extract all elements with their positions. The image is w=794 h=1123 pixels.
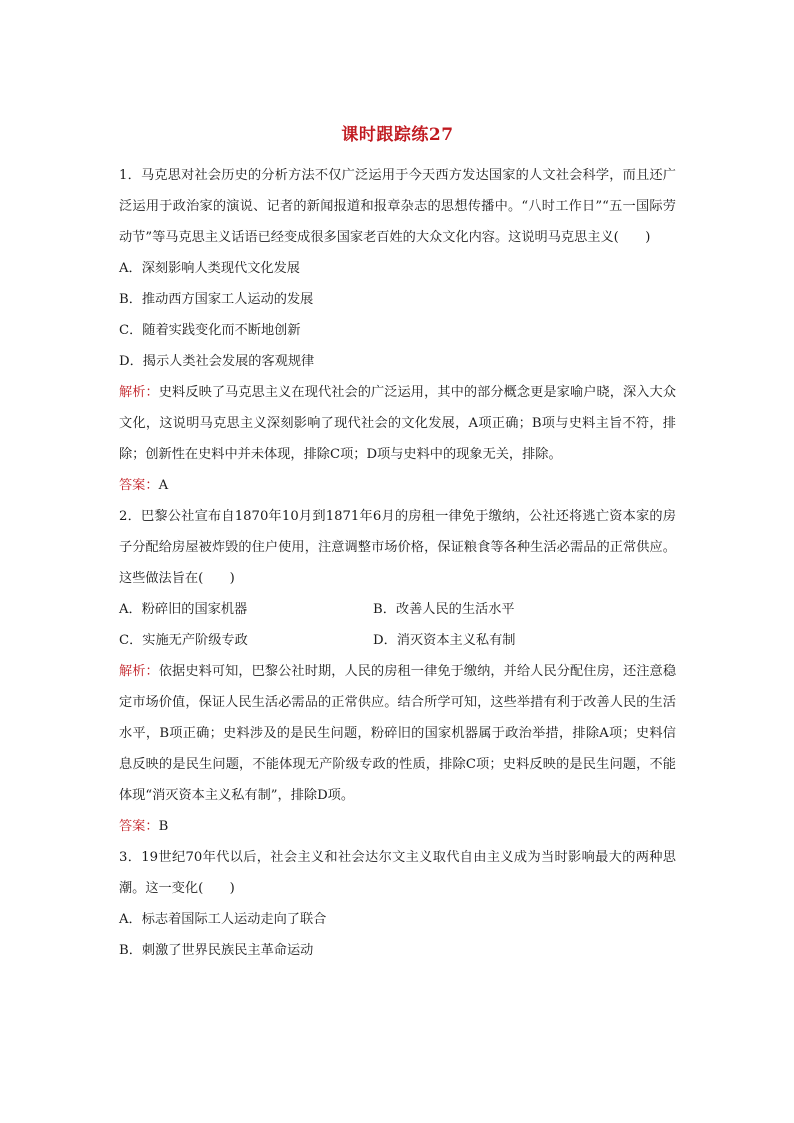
question-2 xyxy=(119,501,676,842)
question-1-option-a: A．深刻影响人类现代文化发展 xyxy=(119,261,300,276)
answer-label: 答案： xyxy=(119,478,159,493)
question-2-options-row-1 xyxy=(119,594,676,625)
document-page xyxy=(119,122,676,966)
question-2-option-a: A．粉碎旧的国家机器 xyxy=(119,602,248,617)
question-3 xyxy=(119,842,676,966)
explanation-text: 依据史料可知，巴黎公社时期，人民的房租一律免于缴纳，并给人民分配住房，还注意稳定市场价值，保证人民生活必需品的正常供应。结合所学可知，这些举措有利于改善人民的生活水平，B项正确；史料涉及的是民生问题，粉碎旧的国家机器属于政治举措，排除A项；史料信息反映的是民生问题，不能体现无产阶级专政的性质，排除C项；史料反映的是民生问题，不能体现“消灭资本主义私有制”，排除D项。 xyxy=(119,664,677,803)
question-3-option-b: B．刺激了世界民族民主革命运动 xyxy=(119,943,314,958)
explanation-label: 解析： xyxy=(119,385,159,400)
question-1-option-d: D．揭示人类社会发展的客观规律 xyxy=(119,354,315,369)
answer-label: 答案： xyxy=(119,819,159,834)
page-title: 课时跟踪练27 xyxy=(341,125,454,145)
answer-value: A xyxy=(158,478,169,493)
question-1-explanation xyxy=(119,377,676,470)
question-3-stem: 3．19世纪70年代以后，社会主义和社会达尔文主义取代自由主义成为当时影响最大的两种思潮。这一变化( ) xyxy=(119,850,676,896)
question-1-option-c: C．随着实践变化而不断地创新 xyxy=(119,323,301,338)
question-2-option-d: D．消灭资本主义私有制 xyxy=(373,633,516,648)
question-2-answer xyxy=(119,811,676,842)
question-1-answer xyxy=(119,470,676,501)
question-2-option-c: C．实施无产阶级专政 xyxy=(119,633,248,648)
answer-value: B xyxy=(158,819,169,834)
question-2-option-b: B．改善人民的生活水平 xyxy=(373,602,515,617)
question-3-option-a: A．标志着国际工人运动走向了联合 xyxy=(119,912,327,927)
explanation-text: 史料反映了马克思主义在现代社会的广泛运用，其中的部分概念更是家喻户晓，深入大众文化，这说明马克思主义深刻影响了现代社会的文化发展，A项正确；B项与史料主旨不符，排除；创新性在史料中并未体现，排除C项；D项与史料中的现象无关，排除。 xyxy=(119,385,677,462)
question-1 xyxy=(119,160,676,501)
question-2-explanation xyxy=(119,656,676,811)
question-1-stem: 1．马克思对社会历史的分析方法不仅广泛运用于今天西方发达国家的人文社会科学，而且还广泛运用于政治家的演说、记者的新闻报道和报章杂志的思想传播中。“八时工作日”“五一国际劳动节”等马克思主义话语已经变成很多国家老百姓的大众文化内容。这说明马克思主义( ) xyxy=(119,168,676,245)
explanation-label: 解析： xyxy=(119,664,159,679)
question-2-options-row-2 xyxy=(119,625,676,656)
question-2-stem: 2．巴黎公社宣布自1870年10月到1871年6月的房租一律免于缴纳，公社还将逃亡资本家的房子分配给房屋被炸毁的住户使用，注意调整市场价格，保证粮食等各种生活必需品的正常供应。这些做法旨在( ) xyxy=(119,509,676,586)
question-1-option-b: B．推动西方国家工人运动的发展 xyxy=(119,292,314,307)
